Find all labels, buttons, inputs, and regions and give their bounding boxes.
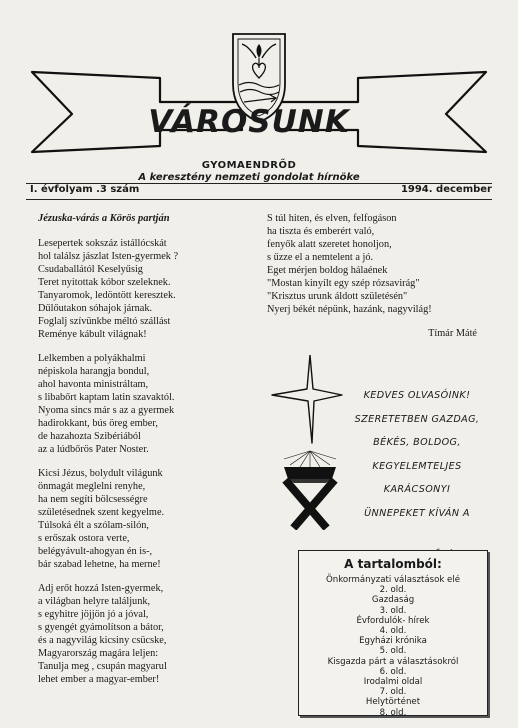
poem-line: Túlsoká élt a szólam-silón, xyxy=(38,520,149,531)
poem-line: Tanulja meg , csupán magyarul xyxy=(38,661,167,672)
poem-line: hol találsz jászlat Isten-gyermek ? xyxy=(38,251,179,262)
poem-line: s gyengét gyámolítson a bátor, xyxy=(38,622,164,633)
masthead-banner xyxy=(10,18,508,180)
poem-line: s erőszak ostora verte, xyxy=(38,533,130,544)
poem-column-right xyxy=(267,212,497,340)
poem-column-left xyxy=(38,212,268,697)
poem-line: "Krisztus urunk áldott születésén" xyxy=(267,291,408,302)
star-manger-icon xyxy=(266,355,346,530)
contents-item: 7. old. xyxy=(379,687,407,698)
poem-line: de hazahozta Szibériából xyxy=(38,431,141,442)
poem-line: Lelkemben a polyákhalmi xyxy=(38,353,146,364)
poem-line: Dűlőutakon sóhajok járnak. xyxy=(38,303,153,314)
issue-number: I. évfolyam .3 szám xyxy=(30,184,140,195)
contents-item: Évfordulók- hírek xyxy=(356,615,430,626)
poem-line: Magyarország magára leljen: xyxy=(38,648,159,659)
poem-line: fenyők alatt szeretet honoljon, xyxy=(267,239,392,250)
poem-stanza xyxy=(38,467,268,571)
contents-title: A tartalomból: xyxy=(344,557,442,571)
poem-line: a világban helyre találjunk, xyxy=(38,596,151,607)
poem-line: Teret nyitottak kóbor szeleknek. xyxy=(38,277,171,288)
poem-stanza xyxy=(38,352,268,456)
poem-line: s libabőrt kaptam latin szavaktól. xyxy=(38,392,175,403)
poem-stanza xyxy=(38,237,268,341)
greeting-line: SZERETETBEN GAZDAG, xyxy=(354,413,480,425)
contents-item: 4. old. xyxy=(379,626,407,637)
bottom-rule xyxy=(26,199,492,200)
poem-title: Jézuska-várás a Körös partján xyxy=(38,213,170,224)
poem-line: s egyhitre jöjjön jó a jóval, xyxy=(38,609,149,620)
contents-item: 3. old. xyxy=(379,605,407,616)
greeting-line: BÉKÉS, BOLDOG, xyxy=(373,437,461,448)
masthead-city: GYOMAENDRŐD xyxy=(201,160,297,171)
poem-line: Eget mérjen boldog hálaének xyxy=(267,265,388,276)
poem-line: Tanyaromok, ledöntött keresztek. xyxy=(38,290,176,301)
greeting-line: KEGYELEMTELJES xyxy=(372,460,462,472)
christmas-greeting xyxy=(336,384,498,568)
masthead-title: VÁROSUNK xyxy=(148,104,350,140)
contents-item: Irodalmi oldal xyxy=(363,677,423,688)
poem-line: Kicsi Jézus, bolydult világunk xyxy=(38,468,163,479)
poem-line: ha nem segíti bölcsességre xyxy=(38,494,148,505)
greeting-line: KEDVES OLVASÓINK! xyxy=(363,390,471,401)
poem-line: ahol havonta ministráltam, xyxy=(38,379,149,390)
poem-line: s űzze el a nemtelent a jó. xyxy=(267,252,374,263)
poem-line: és a nagyvilág kicsiny csücske, xyxy=(38,635,167,646)
masthead-subtitle: A keresztény nemzeti gondolat hírnöke xyxy=(138,172,360,183)
contents-item: 5. old. xyxy=(379,646,407,657)
masthead xyxy=(10,18,508,180)
poem-author: Tímár Máté xyxy=(428,328,477,339)
greeting-line: KARÁCSONYI xyxy=(383,484,451,495)
contents-item: Önkormányzati választások elé xyxy=(326,575,460,585)
contents-item: Egyházi krónika xyxy=(359,636,427,647)
poem-line: Csudaballától Keselyűsig xyxy=(38,264,143,275)
contents-item: 8. old. xyxy=(379,707,407,718)
poem-line: "Mostan kinyílt egy szép rózsavirág" xyxy=(267,278,420,289)
greeting-line: ÜNNEPEKET KÍVÁN A xyxy=(364,507,470,519)
poem-line: Adj erőt hozzá Isten-gyermek, xyxy=(38,583,164,594)
poem-line: lehet ember a magyar-ember! xyxy=(38,674,160,685)
poem-line: bár szabad lehetne, ha merne! xyxy=(38,559,161,570)
poem-line: hadirokkant, bús öreg ember, xyxy=(38,418,158,429)
poem-line: belégyávult-ahogyan én is-, xyxy=(38,546,153,557)
contents-box xyxy=(298,550,488,716)
poem-line: népiskola harangja bondul, xyxy=(38,366,150,377)
contents-item: Helytörténet xyxy=(365,697,421,708)
poem-line: Foglalj szívünkbe méltó szállást xyxy=(38,316,171,327)
poem-stanza xyxy=(267,212,497,316)
poem-stanza xyxy=(38,582,268,686)
poem-line: Nyerj békét népünk, hazánk, nagyvilág! xyxy=(267,304,432,315)
contents-item: 6. old. xyxy=(379,666,407,677)
poem-line: az a lúdbőrös Pater Noster. xyxy=(38,444,149,455)
contents-item: Kisgazda párt a választásokról xyxy=(327,656,459,667)
poem-line: születésednek szent kegyelme. xyxy=(38,507,165,518)
contents-item: 2. old. xyxy=(379,585,407,596)
poem-line: Reménye kábult világnak! xyxy=(38,329,147,340)
poem-line: ha tiszta és emberért való, xyxy=(267,226,375,237)
poem-line: Lesepertek sokszáz istállócskát xyxy=(38,238,167,249)
contents-item: Gazdaság xyxy=(371,595,415,606)
poem-line: Nyoma sincs már s az a gyermek xyxy=(38,405,175,416)
poem-line: S túl hiten, és elven, felfogáson xyxy=(267,213,397,224)
issue-date: 1994. december xyxy=(400,184,492,195)
poem-line: önmagát meglelni renyhe, xyxy=(38,481,146,492)
